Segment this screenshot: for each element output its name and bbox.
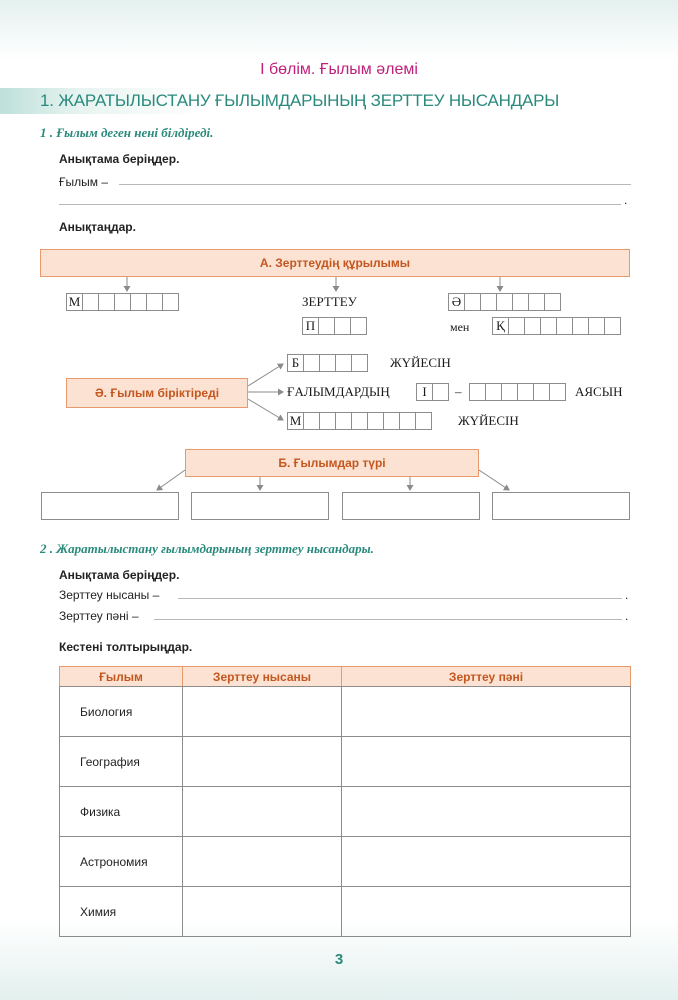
- word-k-cells[interactable]: [492, 317, 621, 335]
- empty-letter-cell[interactable]: [303, 354, 320, 372]
- subject-answer-cell[interactable]: [342, 887, 631, 937]
- empty-letter-cell[interactable]: [335, 412, 352, 430]
- empty-letter-cell[interactable]: [528, 293, 545, 311]
- science-unites-box: Ә. Ғылым біріктіреді: [66, 378, 248, 408]
- empty-letter-cell[interactable]: [162, 293, 179, 311]
- empty-letter-cell[interactable]: [604, 317, 621, 335]
- science-type-answer-box-3[interactable]: [342, 492, 480, 520]
- research-object-label: Зерттеу нысаны –: [59, 588, 160, 602]
- empty-letter-cell[interactable]: [588, 317, 605, 335]
- subject-answer-cell[interactable]: [342, 787, 631, 837]
- empty-letter-cell[interactable]: [540, 317, 557, 335]
- header-science: Ғылым: [60, 667, 183, 687]
- empty-letter-cell[interactable]: [114, 293, 131, 311]
- word-a-cells[interactable]: [448, 293, 561, 311]
- letter-cell: М: [66, 293, 83, 311]
- system-word-1: ЖҮЙЕСІН: [390, 355, 451, 370]
- science-definition-line-1[interactable]: [119, 184, 631, 185]
- science-table: [59, 666, 631, 937]
- empty-letter-cell[interactable]: [432, 383, 449, 401]
- task-2-title: 2 . Жаратылыстану ғылымдарының зерттеу нысандары.: [40, 541, 374, 556]
- letter-cell: І: [416, 383, 433, 401]
- letter-cell: П: [302, 317, 319, 335]
- empty-letter-cell[interactable]: [501, 383, 518, 401]
- word-b-cells[interactable]: [287, 354, 368, 372]
- word-i-cells[interactable]: [416, 383, 449, 401]
- task-2-define-instruction: Анықтама беріңдер.: [59, 568, 180, 582]
- empty-letter-cell[interactable]: [415, 412, 432, 430]
- letter-cell: Ә: [448, 293, 465, 311]
- science-name-cell: Биология: [60, 687, 183, 737]
- empty-letter-cell[interactable]: [480, 293, 497, 311]
- empty-letter-cell[interactable]: [399, 412, 416, 430]
- fill-table-instruction: Кестені толтырыңдар.: [59, 640, 193, 654]
- part-title: І бөлім. Ғылым әлемі: [260, 61, 418, 78]
- object-answer-cell[interactable]: [183, 787, 342, 837]
- empty-letter-cell[interactable]: [334, 317, 351, 335]
- empty-letter-cell[interactable]: [544, 293, 561, 311]
- subject-answer-cell[interactable]: [342, 737, 631, 787]
- science-name-cell: Астрономия: [60, 837, 183, 887]
- research-subject-line[interactable]: [154, 619, 622, 620]
- empty-letter-cell[interactable]: [130, 293, 147, 311]
- word-m2-cells[interactable]: [287, 412, 432, 430]
- empty-letter-cell[interactable]: [351, 354, 368, 372]
- empty-letter-cell[interactable]: [524, 317, 541, 335]
- header-research-object: Зерттеу нысаны: [183, 667, 342, 687]
- science-name-cell: Физика: [60, 787, 183, 837]
- empty-letter-cell[interactable]: [464, 293, 481, 311]
- empty-letter-cell[interactable]: [350, 317, 367, 335]
- empty-letter-cell[interactable]: [318, 317, 335, 335]
- table-row: [60, 687, 631, 737]
- word-m-cells[interactable]: [66, 293, 179, 311]
- empty-letter-cell[interactable]: [508, 317, 525, 335]
- science-types-box: Б. Ғылымдар түрі: [185, 449, 479, 477]
- object-answer-cell[interactable]: [183, 737, 342, 787]
- science-type-answer-box-1[interactable]: [41, 492, 179, 520]
- letter-cell: Қ: [492, 317, 509, 335]
- scientists-word: ҒАЛЫМДАРДЫҢ: [287, 384, 390, 399]
- dash: –: [455, 384, 462, 399]
- empty-letter-cell[interactable]: [572, 317, 589, 335]
- table-row: [60, 737, 631, 787]
- object-answer-cell[interactable]: [183, 837, 342, 887]
- empty-letter-cell[interactable]: [517, 383, 534, 401]
- table-header-row: [60, 667, 631, 687]
- empty-letter-cell[interactable]: [367, 412, 384, 430]
- table-row: [60, 787, 631, 837]
- word-p-cells[interactable]: [302, 317, 367, 335]
- empty-letter-cell[interactable]: [512, 293, 529, 311]
- subject-answer-cell[interactable]: [342, 687, 631, 737]
- empty-letter-cell[interactable]: [319, 412, 336, 430]
- arrow-to-m2: [248, 399, 283, 420]
- header-research-subject: Зерттеу пәні: [342, 667, 631, 687]
- empty-letter-cell[interactable]: [549, 383, 566, 401]
- object-answer-cell[interactable]: [183, 687, 342, 737]
- task-1-title: 1 . Ғылым деген нені білдіреді.: [40, 125, 214, 140]
- line-end-period: .: [625, 609, 629, 623]
- system-word-2: ЖҮЙЕСІН: [458, 413, 519, 428]
- arrow-to-b: [248, 364, 283, 386]
- letter-cell: Б: [287, 354, 304, 372]
- empty-letter-cell[interactable]: [146, 293, 163, 311]
- page-top-gradient: [0, 0, 678, 60]
- research-word: ЗЕРТТЕУ: [302, 294, 357, 309]
- empty-letter-cell[interactable]: [383, 412, 400, 430]
- task-1-identify-instruction: Анықтаңдар.: [59, 220, 136, 234]
- research-structure-box: А. Зерттеудің құрылымы: [40, 249, 630, 277]
- science-type-answer-box-2[interactable]: [191, 492, 329, 520]
- arrow-to-type-1: [157, 470, 185, 490]
- empty-letter-cell[interactable]: [335, 354, 352, 372]
- empty-letter-cell[interactable]: [303, 412, 320, 430]
- section-title: 1. ЖАРАТЫЛЫСТАНУ ҒЫЛЫМДАРЫНЫҢ ЗЕРТТЕУ НЫСАНДАРЫ: [40, 91, 560, 110]
- empty-letter-cell[interactable]: [82, 293, 99, 311]
- empty-letter-cell[interactable]: [556, 317, 573, 335]
- letter-cell: М: [287, 412, 304, 430]
- empty-letter-cell[interactable]: [351, 412, 368, 430]
- empty-letter-cell[interactable]: [496, 293, 513, 311]
- table-row: [60, 837, 631, 887]
- empty-letter-cell[interactable]: [533, 383, 550, 401]
- page-number: 3: [334, 951, 344, 968]
- task-1-define-instruction: Анықтама беріңдер.: [59, 152, 180, 166]
- table-row: [60, 887, 631, 937]
- word-blank-cells[interactable]: [469, 383, 566, 401]
- and-word: мен: [450, 320, 470, 334]
- science-name-cell: Химия: [60, 887, 183, 937]
- empty-letter-cell[interactable]: [98, 293, 115, 311]
- empty-letter-cell[interactable]: [469, 383, 486, 401]
- science-definition-label: Ғылым –: [59, 175, 109, 189]
- empty-letter-cell[interactable]: [485, 383, 502, 401]
- research-subject-label: Зерттеу пәні –: [59, 609, 139, 623]
- arrow-to-type-4: [479, 470, 509, 490]
- science-definition-line-2[interactable]: [59, 204, 621, 205]
- subject-answer-cell[interactable]: [342, 837, 631, 887]
- object-answer-cell[interactable]: [183, 887, 342, 937]
- research-object-line[interactable]: [178, 598, 622, 599]
- science-name-cell: География: [60, 737, 183, 787]
- line-end-period: .: [625, 588, 629, 602]
- scope-word: АЯСЫН: [575, 384, 623, 399]
- science-type-answer-box-4[interactable]: [492, 492, 630, 520]
- empty-letter-cell[interactable]: [319, 354, 336, 372]
- line-end-period: .: [624, 193, 628, 207]
